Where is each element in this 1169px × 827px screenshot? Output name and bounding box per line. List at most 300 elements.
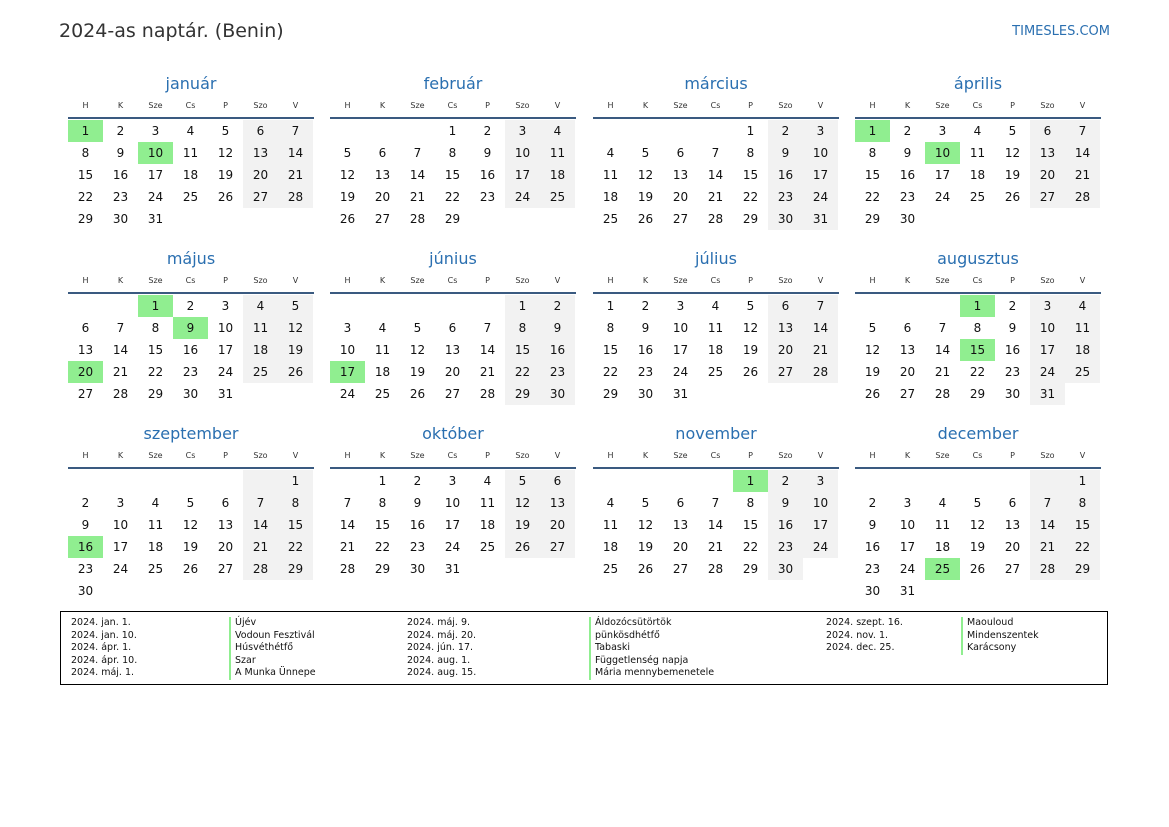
month-name: november (675, 424, 757, 443)
holiday-date: 2024. máj. 1. (71, 667, 135, 679)
holiday-date: 2024. szept. 16. (826, 617, 903, 628)
day-cell: 14 (1065, 142, 1100, 164)
empty-cell (505, 208, 540, 230)
weekday-label: Szo (253, 451, 268, 460)
day-cell: 12 (742, 321, 759, 335)
day-cell: 7 (803, 295, 838, 317)
day-grid (68, 470, 314, 602)
weekday-label: Szo (1040, 101, 1055, 110)
day-cell: 21 (707, 190, 724, 204)
weekday-header (68, 445, 314, 469)
day-cell: 3 (803, 120, 838, 142)
empty-cell (173, 580, 208, 602)
day-cell: 30 (768, 558, 803, 580)
day-cell: 14 (1030, 514, 1065, 536)
day-cell: 1 (448, 124, 457, 138)
empty-cell (925, 470, 960, 492)
day-cell: 2 (81, 496, 90, 510)
day-cell: 27 (77, 387, 94, 401)
day-cell: 31 (899, 584, 916, 598)
day-cell: 6 (676, 146, 685, 160)
day-cell: 27 (444, 387, 461, 401)
holiday-date: 2024. máj. 9. (407, 617, 471, 628)
day-cell: 9 (1008, 321, 1017, 335)
day-cell: 21 (1065, 164, 1100, 186)
empty-cell (243, 208, 278, 230)
empty-cell (698, 120, 733, 142)
day-cell: 10 (1030, 317, 1065, 339)
day-cell: 8 (746, 146, 755, 160)
day-cell: 15 (278, 514, 313, 536)
day-cell: 23 (768, 186, 803, 208)
weekday-label: Szo (515, 451, 530, 460)
empty-cell (1065, 580, 1100, 602)
weekday-label: Sze (935, 276, 950, 285)
day-cell: 24 (1030, 361, 1065, 383)
day-cell: 21 (278, 164, 313, 186)
day-cell: 6 (768, 295, 803, 317)
day-cell: 6 (903, 321, 912, 335)
page-title: 2024-as naptár. (Benin) (59, 20, 284, 42)
day-cell: 7 (711, 496, 720, 510)
weekday-label: H (82, 101, 89, 110)
day-cell: 28 (112, 387, 129, 401)
day-cell: 10 (803, 492, 838, 514)
day-cell: 1 (378, 474, 387, 488)
day-grid (855, 295, 1101, 405)
day-cell: 25 (182, 190, 199, 204)
weekday-header (593, 95, 839, 119)
day-cell: 17 (505, 164, 540, 186)
day-cell: 16 (540, 339, 575, 361)
day-cell: 23 (1004, 365, 1021, 379)
legend-date-column (407, 617, 476, 680)
day-cell: 28 (1030, 558, 1065, 580)
holiday-date: 2024. nov. 1. (826, 629, 889, 641)
day-cell: 14 (803, 317, 838, 339)
month-name: szeptember (143, 424, 239, 443)
empty-cell (505, 558, 540, 580)
day-cell: 9 (641, 321, 650, 335)
empty-cell (540, 558, 575, 580)
month-name: május (166, 249, 216, 268)
day-cell: 6 (1008, 496, 1017, 510)
month-name: június (429, 249, 477, 268)
holiday-date: 2024. máj. 20. (407, 629, 477, 641)
day-cell: 25 (602, 562, 619, 576)
weekday-label: Sze (935, 451, 950, 460)
weekday-label: Cs (972, 276, 983, 285)
weekday-label: Sze (148, 101, 163, 110)
day-cell: 7 (243, 492, 278, 514)
day-cell: 8 (746, 496, 755, 510)
holiday-day-cell: 15 (960, 339, 995, 361)
empty-cell (243, 470, 278, 492)
holiday-day-cell: 1 (138, 295, 173, 317)
day-cell: 5 (343, 146, 352, 160)
day-cell: 27 (217, 562, 234, 576)
day-cell: 31 (672, 387, 689, 401)
day-cell: 28 (409, 212, 426, 226)
day-cell: 13 (540, 492, 575, 514)
day-cell: 14 (934, 343, 951, 357)
weekday-label: P (223, 451, 228, 460)
day-cell: 7 (483, 321, 492, 335)
empty-cell (138, 580, 173, 602)
day-cell: 27 (672, 212, 689, 226)
day-cell: 20 (672, 190, 689, 204)
day-cell: 5 (868, 321, 877, 335)
empty-cell (1065, 208, 1100, 230)
weekday-label: V (292, 101, 299, 110)
weekday-label: Szo (515, 276, 530, 285)
day-cell: 11 (707, 321, 724, 335)
day-cell: 30 (540, 383, 575, 405)
day-cell: 19 (864, 365, 881, 379)
legend-date-column (826, 617, 903, 655)
day-cell: 15 (147, 343, 164, 357)
day-cell: 3 (343, 321, 352, 335)
day-cell: 26 (742, 365, 759, 379)
day-cell: 24 (339, 387, 356, 401)
day-cell: 26 (217, 190, 234, 204)
day-cell: 15 (742, 168, 759, 182)
site-link[interactable]: TIMESLES.COM (1012, 24, 1110, 39)
day-cell: 20 (899, 365, 916, 379)
empty-cell (663, 470, 698, 492)
empty-cell (103, 295, 138, 317)
day-cell: 15 (444, 168, 461, 182)
day-cell: 13 (243, 142, 278, 164)
day-cell: 28 (479, 387, 496, 401)
day-cell: 16 (768, 514, 803, 536)
day-grid (593, 470, 839, 580)
day-cell: 2 (868, 496, 877, 510)
weekday-label: Szo (1040, 276, 1055, 285)
weekday-label: Szo (253, 276, 268, 285)
day-cell: 11 (243, 317, 278, 339)
day-cell: 20 (672, 540, 689, 554)
day-cell: 11 (540, 142, 575, 164)
day-cell: 19 (339, 190, 356, 204)
day-cell: 17 (217, 343, 234, 357)
day-cell: 21 (409, 190, 426, 204)
weekday-label: Sze (935, 101, 950, 110)
day-cell: 12 (637, 518, 654, 532)
weekday-label: Sze (673, 101, 688, 110)
day-cell: 25 (707, 365, 724, 379)
day-cell: 14 (243, 514, 278, 536)
day-cell: 18 (243, 339, 278, 361)
day-cell: 2 (641, 299, 650, 313)
month-block (330, 73, 576, 230)
day-cell: 12 (1004, 146, 1021, 160)
day-cell: 16 (1004, 343, 1021, 357)
day-cell: 29 (147, 387, 164, 401)
day-cell: 22 (374, 540, 391, 554)
day-cell: 31 (217, 387, 234, 401)
day-cell: 28 (707, 562, 724, 576)
day-cell: 22 (602, 365, 619, 379)
day-cell: 7 (938, 321, 947, 335)
day-cell: 5 (278, 295, 313, 317)
holiday-name: Maouloud (961, 617, 1039, 630)
day-cell: 11 (479, 496, 496, 510)
day-cell: 22 (742, 190, 759, 204)
day-cell: 11 (934, 518, 951, 532)
day-cell: 10 (899, 518, 916, 532)
day-cell: 7 (1065, 120, 1100, 142)
weekday-label: Sze (410, 276, 425, 285)
empty-cell (698, 383, 733, 405)
holiday-name: Tabaski (589, 642, 714, 655)
day-cell: 3 (505, 120, 540, 142)
empty-cell (925, 580, 960, 602)
day-cell: 1 (505, 295, 540, 317)
empty-cell (803, 558, 838, 580)
day-cell: 6 (81, 321, 90, 335)
day-cell: 21 (934, 365, 951, 379)
weekday-label: H (344, 101, 351, 110)
day-cell: 21 (112, 365, 129, 379)
day-grid (68, 120, 314, 230)
day-cell: 3 (116, 496, 125, 510)
day-cell: 27 (1030, 186, 1065, 208)
month-name: január (165, 74, 217, 93)
weekday-label: H (82, 451, 89, 460)
day-cell: 22 (77, 190, 94, 204)
day-cell: 31 (147, 212, 164, 226)
day-cell: 4 (243, 295, 278, 317)
day-cell: 17 (899, 540, 916, 554)
weekday-label: Cs (710, 451, 721, 460)
day-cell: 20 (1030, 164, 1065, 186)
empty-cell (803, 383, 838, 405)
legend-name-column (589, 617, 714, 680)
holiday-name: Szar (229, 655, 316, 668)
day-cell: 7 (278, 120, 313, 142)
weekday-label: K (379, 451, 386, 460)
day-cell: 12 (637, 168, 654, 182)
weekday-label: K (379, 101, 386, 110)
day-cell: 1 (606, 299, 615, 313)
holiday-day-cell: 20 (68, 361, 103, 383)
empty-cell (733, 383, 768, 405)
holiday-day-cell: 1 (733, 470, 768, 492)
weekday-label: Szo (515, 101, 530, 110)
weekday-label: P (223, 101, 228, 110)
weekday-label: V (817, 276, 824, 285)
day-cell: 20 (243, 164, 278, 186)
day-cell: 19 (409, 365, 426, 379)
weekday-header (855, 270, 1101, 294)
day-cell: 29 (602, 387, 619, 401)
day-cell: 24 (444, 540, 461, 554)
weekday-label: H (869, 276, 876, 285)
empty-cell (890, 295, 925, 317)
weekday-label: H (82, 276, 89, 285)
day-cell: 14 (479, 343, 496, 357)
day-grid (593, 120, 839, 230)
day-cell: 5 (221, 124, 230, 138)
day-cell: 19 (969, 540, 986, 554)
empty-cell (995, 580, 1030, 602)
day-cell: 8 (151, 321, 160, 335)
weekday-label: Cs (447, 451, 458, 460)
day-cell: 27 (374, 212, 391, 226)
weekday-label: Sze (148, 276, 163, 285)
day-cell: 8 (278, 492, 313, 514)
empty-cell (628, 120, 663, 142)
month-block (68, 423, 314, 602)
holiday-day-cell: 25 (925, 558, 960, 580)
holiday-name: Mindenszentek (961, 630, 1039, 643)
month-name: március (684, 74, 748, 93)
day-cell: 19 (637, 190, 654, 204)
day-cell: 30 (637, 387, 654, 401)
month-name: február (423, 74, 483, 93)
day-cell: 28 (934, 387, 951, 401)
weekday-label: Cs (710, 276, 721, 285)
day-cell: 17 (147, 168, 164, 182)
weekday-label: H (607, 451, 614, 460)
day-cell: 3 (221, 299, 230, 313)
day-cell: 1 (746, 124, 755, 138)
holiday-date: 2024. jún. 17. (407, 642, 474, 654)
day-cell: 27 (1004, 562, 1021, 576)
day-cell: 11 (602, 168, 619, 182)
day-cell: 26 (969, 562, 986, 576)
day-cell: 1 (278, 470, 313, 492)
day-cell: 29 (77, 212, 94, 226)
day-cell: 8 (868, 146, 877, 160)
day-cell: 9 (483, 146, 492, 160)
empty-cell (960, 208, 995, 230)
day-cell: 9 (413, 496, 422, 510)
legend-name-column (961, 617, 1039, 655)
weekday-label: H (607, 276, 614, 285)
day-cell: 18 (479, 518, 496, 532)
day-cell: 13 (374, 168, 391, 182)
day-cell: 3 (1030, 295, 1065, 317)
day-cell: 18 (602, 540, 619, 554)
day-cell: 5 (186, 496, 195, 510)
day-cell: 13 (1004, 518, 1021, 532)
day-cell: 9 (768, 142, 803, 164)
day-grid (593, 295, 839, 405)
day-cell: 26 (637, 212, 654, 226)
day-cell: 13 (899, 343, 916, 357)
weekday-label: K (379, 276, 386, 285)
weekday-header (330, 95, 576, 119)
empty-cell (435, 295, 470, 317)
weekday-label: V (554, 451, 561, 460)
empty-cell (855, 295, 890, 317)
day-cell: 23 (768, 536, 803, 558)
weekday-header (68, 95, 314, 119)
day-cell: 22 (969, 365, 986, 379)
day-cell: 16 (899, 168, 916, 182)
day-cell: 5 (641, 496, 650, 510)
weekday-label: V (292, 276, 299, 285)
weekday-label: Szo (778, 451, 793, 460)
day-grid (330, 120, 576, 230)
weekday-label: V (1079, 101, 1086, 110)
holiday-date: 2024. ápr. 1. (71, 642, 132, 654)
empty-cell (628, 470, 663, 492)
day-cell: 23 (864, 562, 881, 576)
day-cell: 20 (1004, 540, 1021, 554)
empty-cell (768, 383, 803, 405)
weekday-label: V (817, 101, 824, 110)
day-cell: 4 (151, 496, 160, 510)
empty-cell (470, 208, 505, 230)
month-block (330, 423, 576, 580)
day-cell: 20 (444, 365, 461, 379)
day-cell: 13 (217, 518, 234, 532)
day-cell: 2 (903, 124, 912, 138)
day-cell: 7 (711, 146, 720, 160)
day-cell: 26 (339, 212, 356, 226)
day-cell: 2 (483, 124, 492, 138)
day-cell: 18 (707, 343, 724, 357)
empty-cell (330, 470, 365, 492)
day-cell: 22 (1065, 536, 1100, 558)
day-cell: 16 (637, 343, 654, 357)
day-cell: 23 (112, 190, 129, 204)
day-cell: 30 (899, 212, 916, 226)
weekday-label: Cs (710, 101, 721, 110)
day-cell: 26 (278, 361, 313, 383)
day-cell: 10 (444, 496, 461, 510)
holiday-name: Karácsony (961, 642, 1039, 655)
day-cell: 25 (602, 212, 619, 226)
day-cell: 5 (1008, 124, 1017, 138)
day-cell: 9 (540, 317, 575, 339)
day-cell: 30 (768, 208, 803, 230)
day-cell: 11 (602, 518, 619, 532)
weekday-label: K (904, 101, 911, 110)
day-cell: 17 (934, 168, 951, 182)
empty-cell (470, 558, 505, 580)
month-block (68, 73, 314, 230)
day-grid (855, 470, 1101, 602)
day-cell: 30 (182, 387, 199, 401)
day-cell: 22 (742, 540, 759, 554)
day-cell: 5 (505, 470, 540, 492)
day-cell: 8 (378, 496, 387, 510)
holiday-name: A Munka Ünnepe (229, 667, 316, 680)
day-cell: 2 (768, 470, 803, 492)
empty-cell (960, 580, 995, 602)
day-cell: 25 (479, 540, 496, 554)
day-cell: 5 (641, 146, 650, 160)
day-cell: 25 (969, 190, 986, 204)
empty-cell (208, 208, 243, 230)
day-cell: 7 (116, 321, 125, 335)
day-cell: 22 (444, 190, 461, 204)
weekday-label: P (1010, 451, 1015, 460)
day-cell: 7 (1030, 492, 1065, 514)
empty-cell (925, 208, 960, 230)
day-cell: 12 (969, 518, 986, 532)
day-cell: 16 (409, 518, 426, 532)
day-cell: 26 (182, 562, 199, 576)
month-block (593, 423, 839, 580)
day-cell: 10 (217, 321, 234, 335)
holiday-day-cell: 16 (68, 536, 103, 558)
day-cell: 22 (864, 190, 881, 204)
